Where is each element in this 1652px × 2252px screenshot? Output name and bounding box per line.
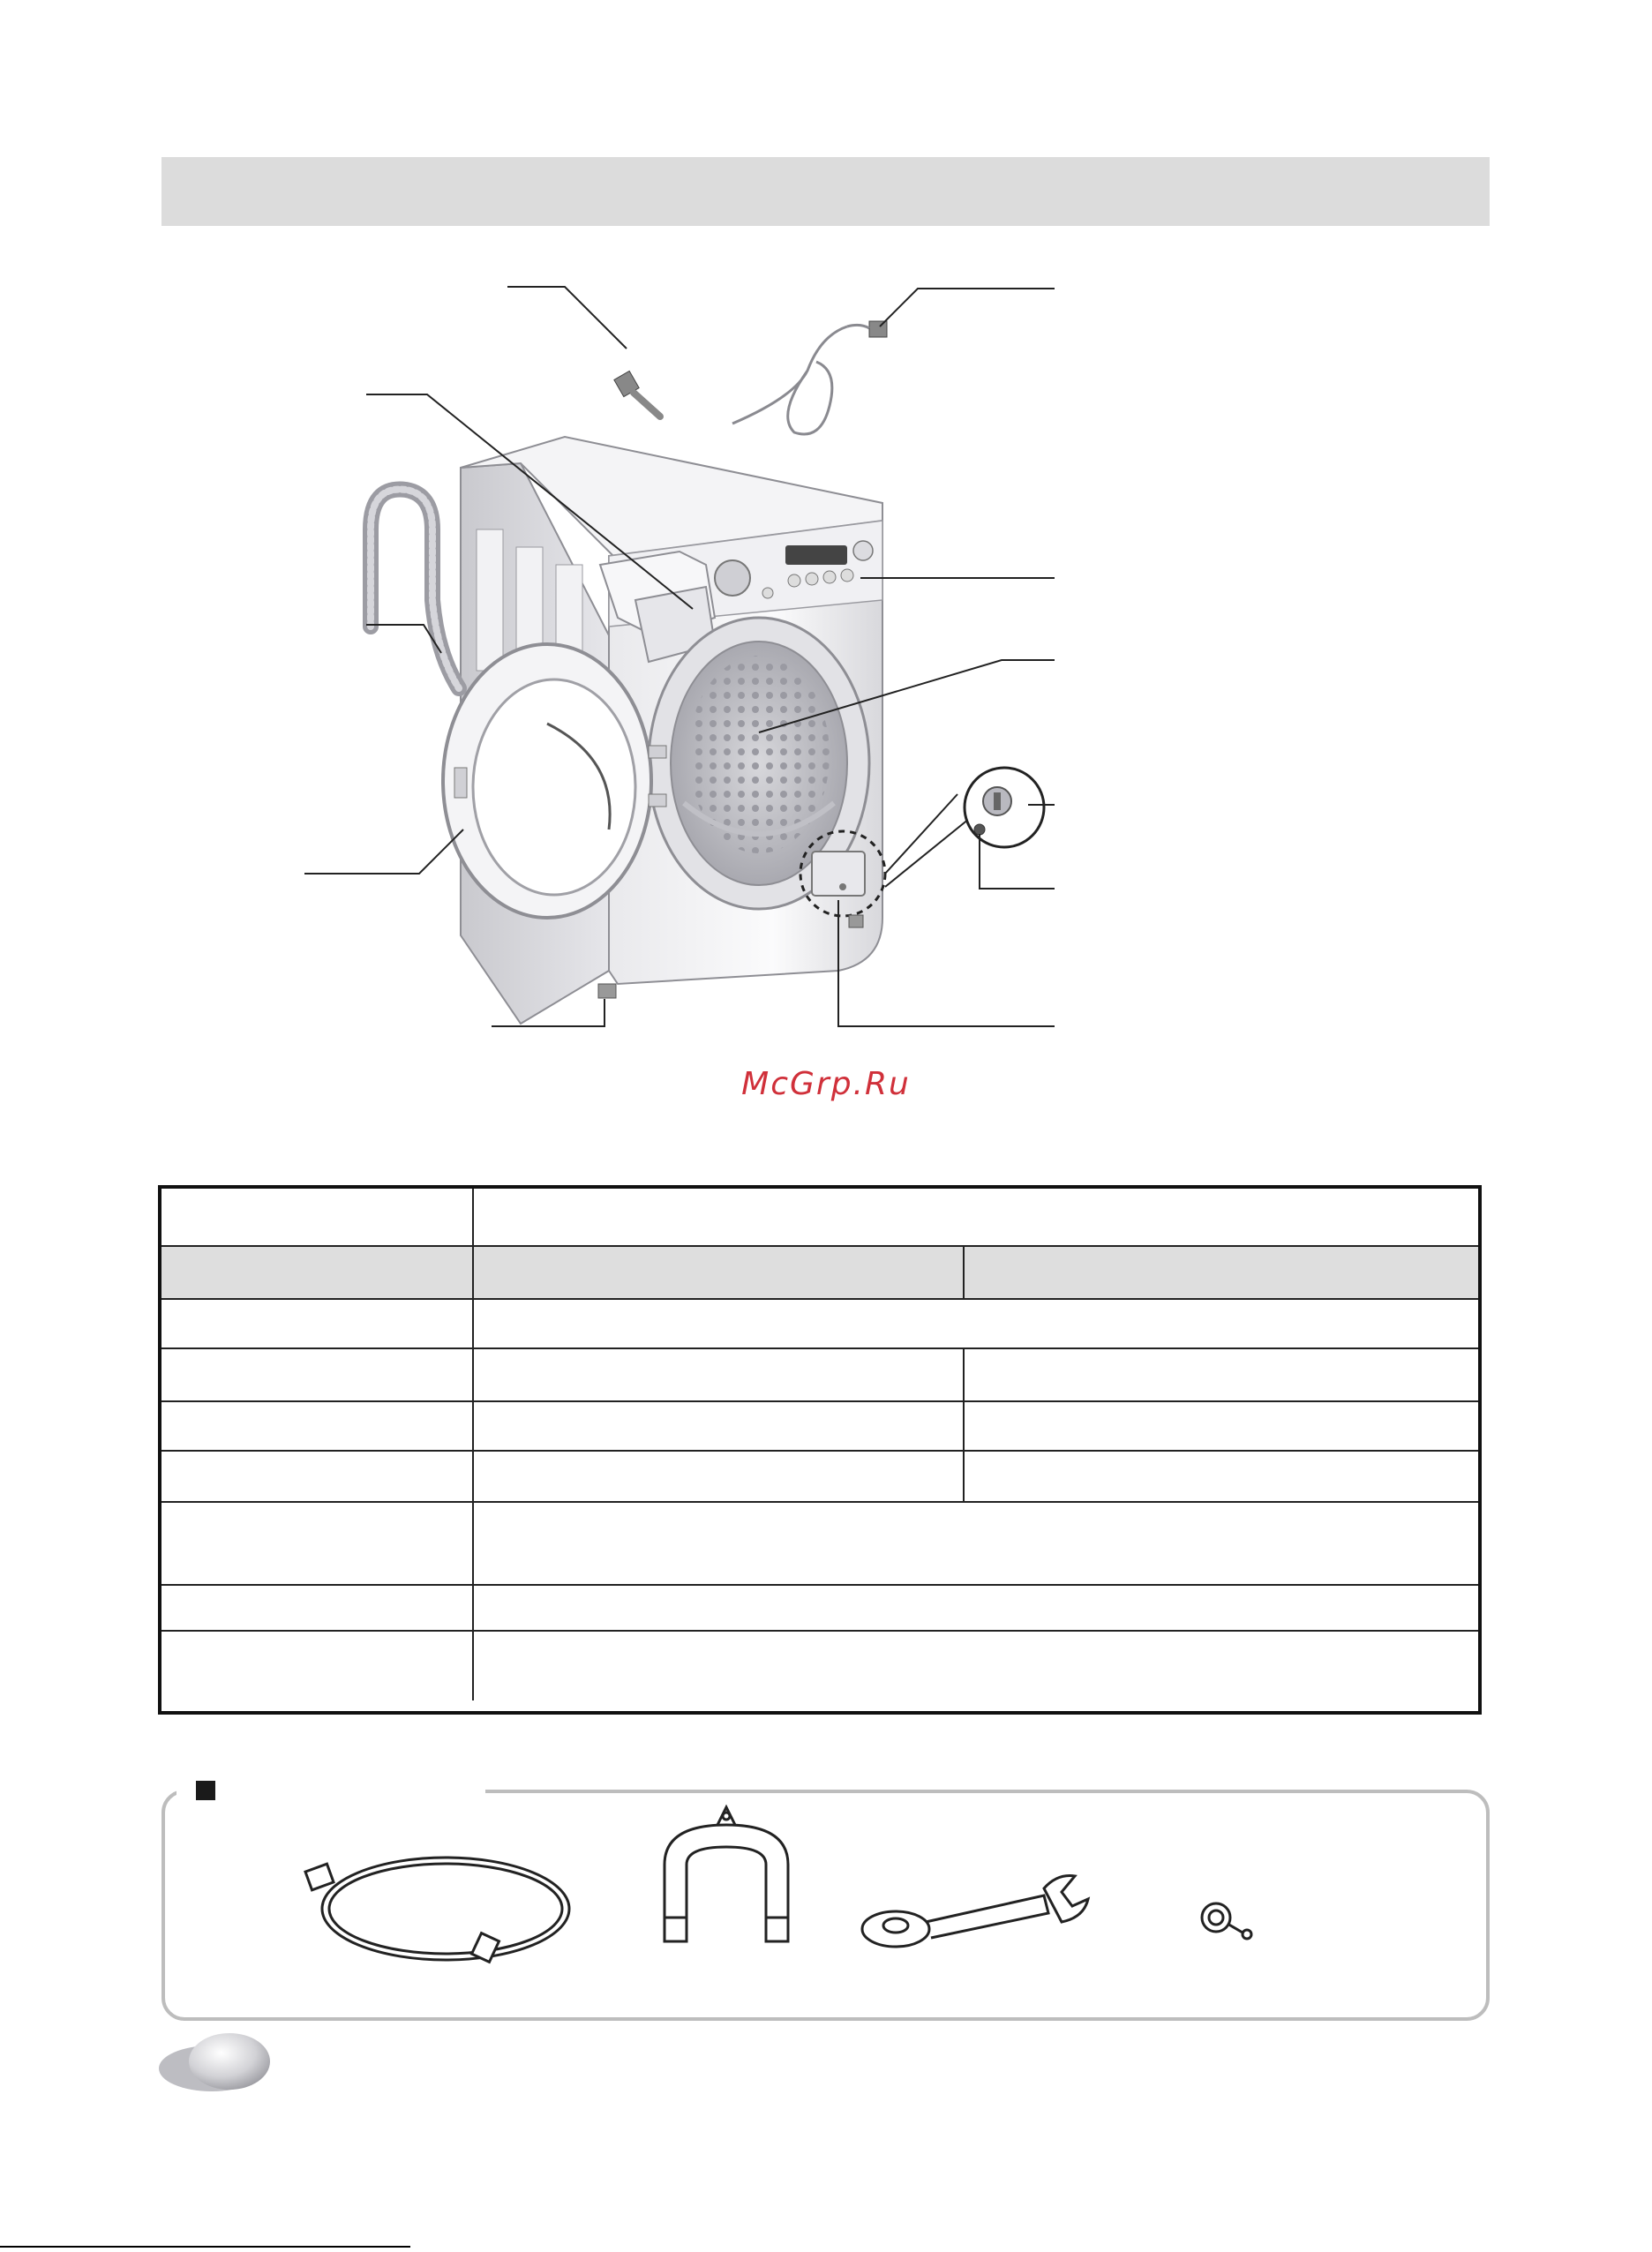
- table-row: [161, 1300, 1478, 1349]
- table-row: [161, 1402, 1478, 1452]
- table-header-cell: [963, 1247, 1478, 1298]
- table-row: [161, 1189, 1478, 1247]
- table-cell: [472, 1349, 963, 1400]
- table-row: [161, 1632, 1478, 1711]
- cap-icon: [1202, 1903, 1251, 1939]
- table-header-row: [161, 1247, 1478, 1300]
- drain-plug-icon: [614, 371, 660, 417]
- table-cell: [963, 1452, 1478, 1501]
- table-cell: [472, 1452, 963, 1501]
- drain-pump-filter-icon: [965, 768, 1044, 847]
- watermark-text: McGrp.Ru: [741, 1066, 911, 1102]
- table-row: [161, 1349, 1478, 1402]
- table-cell: [472, 1503, 1478, 1584]
- drain-tube-icon: [974, 824, 985, 835]
- washer-parts-diagram: [0, 265, 1652, 1077]
- section-header-bar: [161, 157, 1490, 226]
- accessories-icons: [161, 1790, 1490, 2021]
- table-cell: [472, 1189, 1478, 1245]
- elbow-bracket-icon: [665, 1807, 788, 1941]
- inlet-hose-icon: [305, 1858, 569, 1962]
- power-plug-icon: [732, 321, 887, 434]
- table-cell: [472, 1402, 963, 1450]
- table-cell: [472, 1300, 1478, 1347]
- table-cell: [472, 1586, 1478, 1630]
- page-number-tab: [157, 2030, 281, 2100]
- table-cell: [963, 1349, 1478, 1400]
- table-cell: [472, 1632, 1478, 1700]
- footer-rule: [0, 2246, 410, 2248]
- specification-table: [158, 1185, 1482, 1715]
- table-cell: [963, 1402, 1478, 1450]
- table-row: [161, 1503, 1478, 1586]
- table-row: [161, 1452, 1478, 1503]
- table-header-cell: [472, 1247, 963, 1298]
- table-row: [161, 1586, 1478, 1632]
- spanner-icon: [862, 1876, 1088, 1947]
